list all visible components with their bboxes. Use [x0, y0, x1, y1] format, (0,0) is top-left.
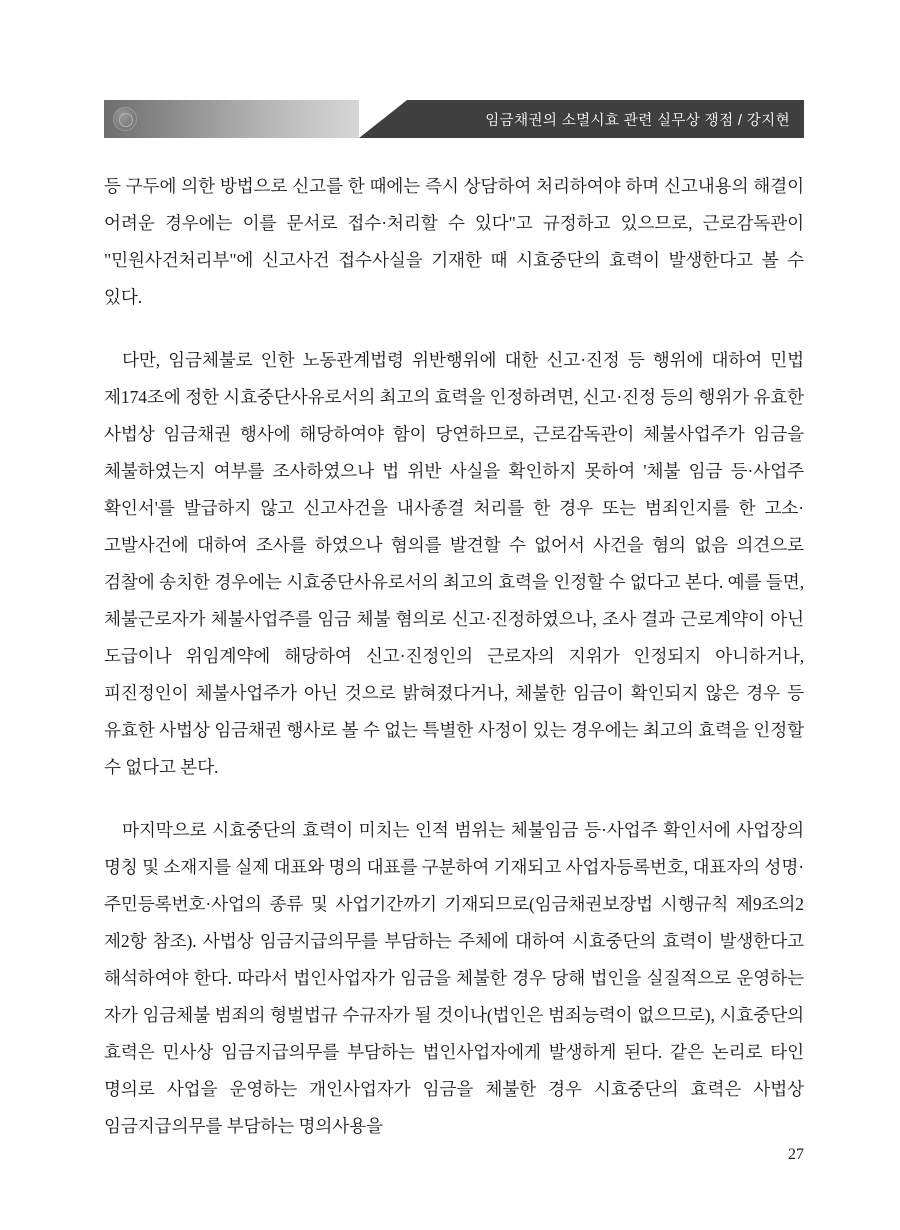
header-gradient-block: [104, 100, 359, 138]
page-body: [104, 168, 804, 1171]
running-header: [104, 100, 804, 138]
header-wedge-divider: [359, 100, 407, 138]
body-paragraph: 등 구두에 의한 방법으로 신고를 한 때에는 즉시 상담하여 처리하여야 하며 신고내용의 해결이 어려운 경우에는 이를 문서로 접수·처리할 수 있다"고 규정하고 있으므로, 근로감독관이 "민원사건처리부"에 신고사건 접수사실을 기재한 때 시효중단의 효력이 발생한다고 볼 수 있다.: [104, 176, 804, 307]
header-title-block: [407, 100, 804, 138]
circular-emblem-icon: [113, 107, 137, 131]
header-title: 임금채권의 소멸시효 관련 실무상 쟁점 / 강지현: [485, 112, 790, 129]
body-paragraph: 마지막으로 시효중단의 효력이 미치는 인적 범위는 체불임금 등·사업주 확인서에 사업장의 명칭 및 소재지를 실제 대표와 명의 대표를 구분하여 기재되고 사업자등록번호, 대표자의 성명·주민등록번호·사업의 종류 및 사업기간까기 기재되므로(임금채권보장법 시행규칙 제9조의2 제2항 참조). 사법상 임금지급의무를 부담하는 주체에 대하여 시효중단의 효력이 발생한다고 해석하여야 한다. 따라서 법인사업자가 임금을 체불한 경우 당해 법인을 실질적으로 운영하는 자가 임금체불 범죄의 형벌법규 수규자가 될 것이나(법인은 범죄능력이 없으므로), 시효중단의 효력은 민사상 임금지급의무를 부담하는 법인사업자에게 발생하게 된다. 같은 논리로 타인 명의로 사업을 운영하는 개인사업자가 임금을 체불한 경우 시효중단의 효력은 사법상 임금지급의무를 부담하는 명의사용을: [104, 820, 804, 1136]
body-paragraph: 다만, 임금체불로 인한 노동관계법령 위반행위에 대한 신고·진정 등 행위에 대하여 민법 제174조에 정한 시효중단사유로서의 최고의 효력을 인정하려면, 신고·진정 등의 행위가 유효한 사법상 임금채권 행사에 해당하여야 함이 당연하므로, 근로감독관이 체불사업주가 임금을 체불하였는지 여부를 조사하였으나 법 위반 사실을 확인하지 못하여 '체불 임금 등·사업주 확인서'를 발급하지 않고 신고사건을 내사종결 처리를 한 경우 또는 범죄인지를 한 고소·고발사건에 대하여 조사를 하였으나 혐의를 발견할 수 없어서 사건을 혐의 없음 의견으로 검찰에 송치한 경우에는 시효중단사유로서의 최고의 효력을 인정할 수 없다고 본다. 예를 들면, 체불근로자가 체불사업주를 임금 체불 혐의로 신고·진정하였으나, 조사 결과 근로계약이 아닌 도급이나 위임계약에 해당하여 신고·진정인의 근로자의 지위가 인정되지 아니하거나, 피진정인이 체불사업주가 아닌 것으로 밝혀졌다거나, 체불한 임금이 확인되지 않은 경우 등 유효한 사법상 임금채권 행사로 볼 수 없는 특별한 사정이 있는 경우에는 최고의 효력을 인정할 수 없다고 본다.: [104, 350, 804, 777]
page-number: 27: [788, 1146, 804, 1163]
